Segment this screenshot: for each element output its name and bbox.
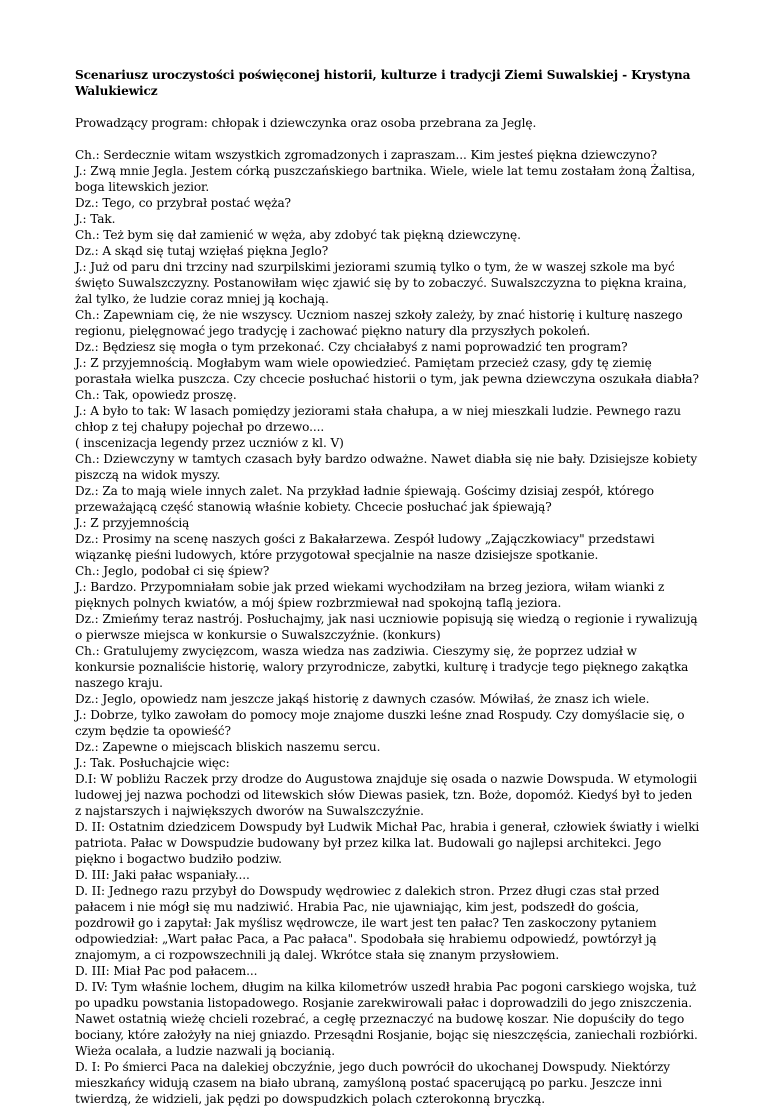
stage-direction: ( inscenizacja legendy przez uczniów z kl. V)	[75, 436, 344, 450]
dialogue-line: J.: Z przyjemnością	[75, 516, 190, 530]
dialogue-line: J.: Dobrze, tylko zawołam do pomocy moje znajome duszki leśne znad Rospudy. Czy domyślacie się, o czym będzie ta opowieść?	[75, 708, 685, 738]
dialogue-line: J.: Zwą mnie Jegla. Jestem córką puszczańskiego bartnika. Wiele, wiele lat temu zostałam żoną Żaltisa, boga litewskich jezior.	[75, 164, 696, 194]
dialogue-line: D. III: Miał Pac pod pałacem...	[75, 964, 258, 978]
dialogue-line: D. I: Po śmierci Paca na dalekiej obczyźnie, jego duch powrócił do ukochanej Dowspudy. Niektórzy mieszkańcy widują czasem na biało ubraną, zamyśloną postać spacerującą po parku. Jeszcze inni twierdzą, że widzieli, jak pędzi po dowspudzkich polach czterokonną bryczką.	[75, 1060, 670, 1106]
document-title: Scenariusz uroczystości poświęconej historii, kulturze i tradycji Ziemi Suwalskiej - Krystyna Walukiewicz	[75, 68, 691, 98]
dialogue-line: Dz.: A skąd się tutaj wzięłaś piękna Jeglo?	[75, 244, 329, 258]
dialogue-line: Ch.: Jeglo, podobał ci się śpiew?	[75, 564, 270, 578]
dialogue-line: Ch.: Tak, opowiedz proszę.	[75, 388, 237, 402]
dialogue-line: J.: Już od paru dni trzciny nad szurpilskimi jeziorami szumią tylko o tym, że w waszej szkole ma być święto Suwalszczyzny. Postanowiłam więc zjawić się by to zobaczyć. Suwalszczyzna to piękna kraina, żal tylko, że ludzie coraz mniej ją kochają.	[75, 260, 687, 306]
dialogue-line: Dz.: Za to mają wiele innych zalet. Na przykład ładnie śpiewają. Gościmy dzisiaj zespół, którego przeważającą część stanowią właśnie kobiety. Chcecie posłuchać jak śpiewają?	[75, 484, 654, 514]
dialogue-line: D. II: Jednego razu przybył do Dowspudy wędrowiec z dalekich stron. Przez długi czas stał przed pałacem i nie mógł się mu nadziwić. Hrabia Pac, nie ujawniając, kim jest, podszedł do gościa, pozdrowił go i zapytał: Jak myślisz wędrowcze, ile wart jest ten pałac? Ten zaskoczony pytaniem odpowiedział: „Wart pałac Paca, a Pac pałaca". Spodobała się hrabiemu odpowiedź, powtórzył ją znajomym, a ci rozpowszechnili ją dalej. Wkrótce stała się znanym przysłowiem.	[75, 884, 660, 962]
dialogue-line: J.: Tak.	[75, 212, 116, 226]
dialogue-line: Dz.: Prosimy na scenę naszych gości z Bakałarzewa. Zespół ludowy „Zajączkowiacy" przedstawi wiązankę pieśni ludowych, które przygotował specjalnie na nasze dzisiejsze spotkanie.	[75, 532, 655, 562]
dialogue-line: J.: A było to tak: W lasach pomiędzy jeziorami stała chałupa, a w niej mieszkali ludzie. Pewnego razu chłop z tej chałupy pojechał po drzewo....	[75, 404, 681, 434]
dialogue-line: J.: Tak. Posłuchajcie więc:	[75, 756, 230, 770]
dialogue-line: D.I: W pobliżu Raczek przy drodze do Augustowa znajduje się osada o nazwie Dowspuda. W etymologii ludowej jej nazwa pochodzi od litewskich słów Diewas pasiek, tzn. Boże, dopomóż. Kiedyś był to jeden z najstarszych i największych dworów na Suwalszczyźnie.	[75, 772, 698, 818]
dialogue-line: Ch.: Dziewczyny w tamtych czasach były bardzo odważne. Nawet diabła się nie bały. Dzisiejsze kobiety piszczą na widok myszy.	[75, 452, 698, 482]
dialogue-line: Dz.: Zmieńmy teraz nastrój. Posłuchajmy, jak nasi uczniowie popisują się wiedzą o regionie i rywalizują o pierwsze miejsca w konkursie o Suwalszczyźnie. (konkurs)	[75, 612, 698, 642]
dialogue-line: J.: Z przyjemnością. Mogłabym wam wiele opowiedzieć. Pamiętam przecież czasy, gdy tę ziemię porastała wielka puszcza. Czy chcecie posłuchać historii o tym, jak pewna dziewczyna oszukała diabła?	[75, 356, 699, 386]
dialogue-line: Dz.: Jeglo, opowiedz nam jeszcze jakąś historię z dawnych czasów. Mówiłaś, że znasz ich wiele.	[75, 692, 650, 706]
dialogue-line: Ch.: Też bym się dał zamienić w węża, aby zdobyć tak piękną dziewczynę.	[75, 228, 521, 242]
dialogue-line: Dz.: Będziesz się mogła o tym przekonać. Czy chciałabyś z nami poprowadzić ten program?	[75, 340, 628, 354]
dialogue-line: Ch.: Serdecznie witam wszystkich zgromadzonych i zapraszam... Kim jesteś piękna dziewczyno?	[75, 148, 657, 162]
intro-paragraph: Prowadzący program: chłopak i dziewczynka oraz osoba przebrana za Jeglę.	[75, 116, 537, 130]
dialogue-line: D. II: Ostatnim dziedzicem Dowspudy był Ludwik Michał Pac, hrabia i generał, człowiek światły i wielki patriota. Pałac w Dowspudzie budowany był przez kilka lat. Budowali go najlepsi architekci. Jego piękno i bogactwo budziło podziw.	[75, 820, 700, 866]
dialogue-line: Dz.: Zapewne o miejscach bliskich naszemu sercu.	[75, 740, 381, 754]
dialogue-line: Ch.: Gratulujemy zwycięzcom, wasza wiedza nas zadziwia. Cieszymy się, że poprzez udział w konkursie poznaliście historię, walory przyrodnicze, zabytki, kulturę i tradycje tego pięknego zakątka naszego kraju.	[75, 644, 689, 690]
dialogue-line: J.: Bardzo. Przypomniałam sobie jak przed wiekami wychodziłam na brzeg jeziora, wiłam wianki z pięknych polnych kwiatów, a mój śpiew rozbrzmiewał nad spokojną taflą jeziora.	[75, 580, 665, 610]
dialogue-line: D. IV: Tym właśnie lochem, długim na kilka kilometrów uszedł hrabia Pac pogoni carskiego wojska, tuż po upadku powstania listopadowego. Rosjanie zarekwirowali pałac i doprowadzili do jego zniszczenia. Nawet ostatnią wieżę chcieli rozebrać, a cegłę przeznaczyć na budowę koszar. Nie dopuściły do tego bociany, które założyły na niej gniazdo. Przesądni Rosjanie, bojąc się nieszczęścia, zaniechali rozbiórki. Wieża ocalała, a ludzie nazwali ją bocianią.	[75, 980, 698, 1058]
dialogue-line: Ch.: Zapewniam cię, że nie wszyscy. Uczniom naszej szkoły zależy, by znać historię i kulturę naszego regionu, pielęgnować jego tradycję i zachować piękno natury dla przyszłych pokoleń.	[75, 308, 683, 338]
dialogue-script	[75, 147, 700, 1107]
dialogue-line: D. III: Jaki pałac wspaniały....	[75, 868, 250, 882]
dialogue-line: Dz.: Tego, co przybrał postać węża?	[75, 196, 291, 210]
